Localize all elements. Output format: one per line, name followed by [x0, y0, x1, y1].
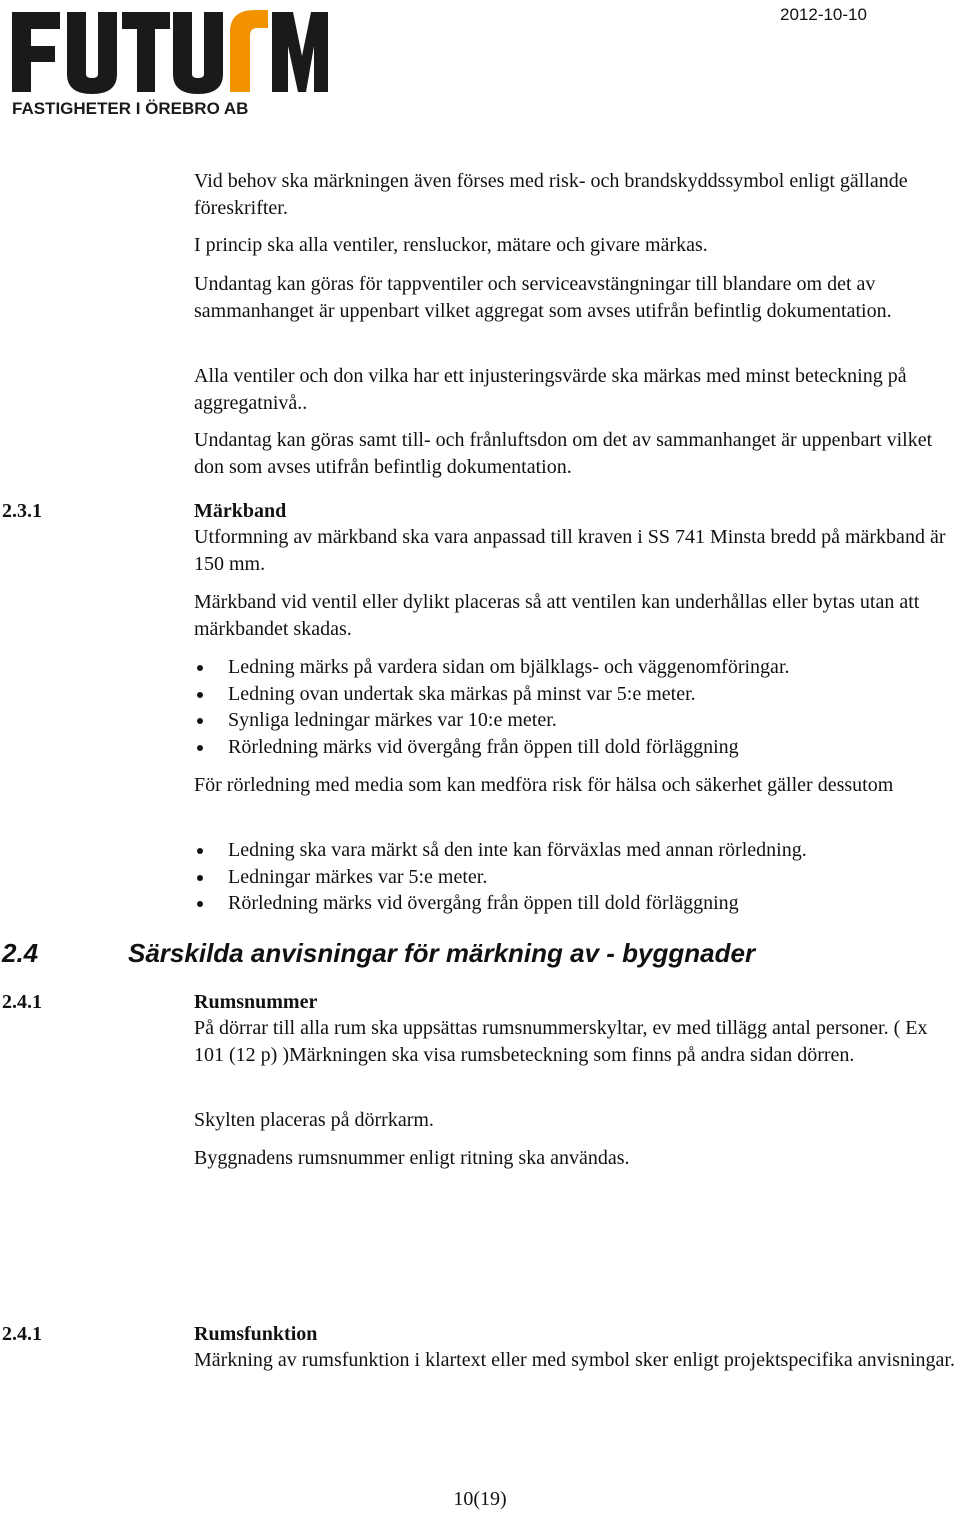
list-item — [194, 707, 960, 734]
list-item — [194, 734, 960, 761]
list-item — [194, 681, 960, 708]
document-date: 2012-10-10 — [780, 5, 867, 24]
section-number-major: 2.4 — [2, 938, 39, 968]
bullet-icon — [197, 718, 203, 724]
bullet-list — [194, 837, 960, 917]
list-item-text: Ledning ska vara märkt så den inte kan förväxlas med annan rörledning. — [228, 839, 807, 861]
futurum-logo-graphic — [10, 4, 330, 124]
bullet-icon — [197, 875, 203, 881]
section-paragraph: För rörledning med media som kan medföra risk för hälsa och säkerhet gäller dessutom — [194, 774, 894, 796]
section-paragraph: Märkning av rumsfunktion i klartext eller med symbol sker enligt projektspecifika anvisningar. — [194, 1349, 955, 1371]
section-paragraph: Byggnadens rumsnummer enligt ritning ska användas. — [194, 1147, 630, 1169]
bullet-icon — [197, 692, 203, 698]
section-heading: Märkband — [194, 500, 287, 522]
bullet-icon — [197, 901, 203, 907]
section-paragraph: Utformning av märkband ska vara anpassad till kraven i SS 741 Minsta bredd på märkband är 150 mm. — [194, 526, 946, 575]
intro-paragraph-2: I princip ska alla ventiler, rensluckor, mätare och givare märkas. — [194, 234, 708, 256]
bullet-icon — [197, 745, 203, 751]
list-item-text: Synliga ledningar märkes var 10:e meter. — [228, 709, 557, 731]
list-item-text: Ledning ovan undertak ska märkas på minst var 5:e meter. — [228, 682, 696, 705]
section-heading-major: Särskilda anvisningar för märkning av - byggnader — [128, 938, 756, 968]
section-heading: Rumsnummer — [194, 991, 318, 1013]
bullet-list — [194, 654, 960, 760]
intro-paragraph-3: Undantag kan göras för tappventiler och serviceavstängningar till blandare om det av sammanhanget är uppenbart vilket aggregat som avses utifrån befintlig dokumentation. — [194, 273, 892, 322]
intro-paragraph-4: Alla ventiler och don vilka har ett injusteringsvärde ska märkas med minst beteckning på aggregatnivå.. — [194, 365, 907, 414]
bullet-icon — [197, 848, 203, 854]
list-item — [194, 864, 960, 891]
list-item — [194, 837, 960, 864]
bullet-icon — [197, 665, 203, 671]
company-logo — [10, 4, 330, 124]
list-item — [194, 654, 960, 681]
logo-subtitle: FASTIGHETER I ÖREBRO AB — [12, 99, 249, 118]
intro-paragraph-5: Undantag kan göras samt till- och frånluftsdon om det av sammanhanget är uppenbart vilket don som avses utifrån befintlig dokumentation. — [194, 429, 933, 478]
section-number: 2.4.1 — [2, 991, 42, 1013]
section-paragraph: På dörrar till alla rum ska uppsättas rumsnummerskyltar, ev med tillägg antal personer. ( Ex 101 (12 p) )Märkningen ska visa rumsbeteckning som finns på andra sidan dörren. — [194, 1017, 928, 1066]
section-paragraph: Skylten placeras på dörrkarm. — [194, 1109, 434, 1131]
list-item-text: Ledningar märkes var 5:e meter. — [228, 865, 488, 888]
intro-paragraph-1: Vid behov ska märkningen även förses med risk- och brandskyddssymbol enligt gällande föreskrifter. — [194, 170, 908, 219]
section-heading: Rumsfunktion — [194, 1323, 318, 1345]
section-paragraph: Märkband vid ventil eller dylikt placeras så att ventilen kan underhållas eller bytas utan att märkbandet skadas. — [194, 591, 920, 640]
section-number: 2.3.1 — [2, 500, 42, 522]
page-number: 10(19) — [453, 1488, 507, 1510]
list-item-text: Rörledning märks vid övergång från öppen till dold förläggning — [228, 735, 739, 758]
section-number: 2.4.1 — [2, 1323, 42, 1345]
list-item-text: Rörledning märks vid övergång från öppen till dold förläggning — [228, 892, 739, 914]
list-item-text: Ledning märks på vardera sidan om bjälklags- och väggenomföringar. — [228, 656, 790, 678]
list-item — [194, 890, 960, 917]
